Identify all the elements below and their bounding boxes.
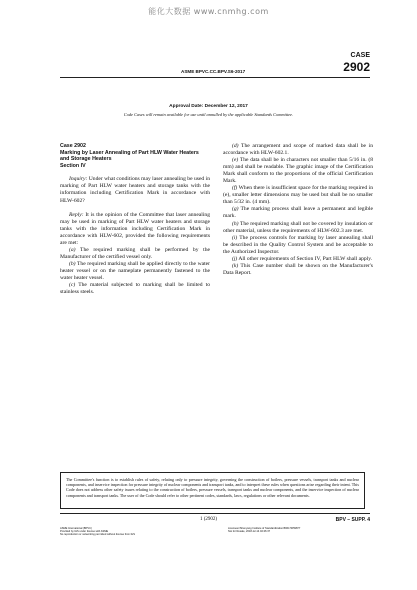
item-text: When there is insufficient space for the marking required in (e), smaller letter dimensions may be used but shall be no smaller than 5/32 in. (4 mm).: [223, 185, 373, 206]
item-text: The data shall be in characters not smaller than 5/16 in. (8 mm) and shall be readable. The graphic image of the Certification Mark shall conform to the proportions of the official Certification Mark.: [223, 157, 373, 185]
item-text: The arrangement and scope of marked data shall be in accordance with HLW-602.1.: [223, 143, 373, 157]
committee-footnote-box: The Committee's function is to establish rules of safety, relating only to pressure integrity, governing the construction of boilers, pressure vessels, transport tanks and nuclear components, and inservice inspection for pressure integrity of nuclear components and transport tanks, and to interpret these rules when questions arise regarding their intent. This Code does not address other safety issues relating to the construction of boilers, pressure vessels, transport tanks and nuclear components, and the inservice inspection of nuclear components and transport tanks. The user of the Code should refer to other pertinent codes, standards, laws, regulations or other relevant documents.: [60, 472, 365, 509]
code-case-note: Code Cases will remain available for use until annulled by the applicable Standards Committee.: [123, 112, 294, 117]
legal-line: Not for Resale, 2018-12-14 02:26:37: [228, 530, 271, 534]
case-title-block: [60, 143, 210, 169]
inquiry-label: Inquiry:: [69, 176, 88, 183]
legal-line: No reproduction or networking permitted without license from IHS: [60, 533, 135, 537]
case-title-line: Marking by Laser Annealing of Part HLW Water Heaters: [60, 149, 199, 156]
list-item: [223, 235, 373, 256]
list-item: [223, 206, 373, 220]
legal-notice-left: [60, 527, 135, 537]
legal-line: Provided by IHS under license with ASME: [60, 530, 109, 534]
item-label: (k): [232, 262, 239, 269]
header-divider: [60, 77, 370, 78]
item-text: The marking process shall leave a permanent and legible mark.: [223, 206, 373, 220]
legal-line: ASME International (BPVC): [60, 527, 92, 530]
item-text: This Case number shall be shown on the Manufacturer's Data Report.: [223, 262, 373, 276]
footer-divider: [60, 513, 370, 514]
legal-line: Licensee=Shenyang Institute of Standardization/5964 5059877: [228, 527, 301, 530]
item-text: The material subjected to marking shall be limited to stainless steels.: [60, 282, 210, 296]
header-code-line: ASME BPVC.CC.BPV.S6-2017: [181, 69, 246, 74]
item-label: (a): [69, 246, 76, 253]
left-column: [60, 143, 210, 296]
list-item: [223, 256, 373, 263]
item-label: (g): [232, 206, 239, 213]
item-text: The required marking shall be applied directly to the water heater vessel or on the nameplate permanently fastened to the water heater vessel.: [60, 260, 210, 281]
case-label: CASE: [350, 52, 370, 59]
list-item: [223, 221, 373, 235]
inquiry-text: Under what conditions may laser annealing be used in marking of Part HLW water heaters and storage tanks with the information including Certification Mark in accordance with HLW-602?: [60, 176, 210, 204]
list-item: [223, 143, 373, 157]
list-item: [60, 261, 210, 282]
right-column: [223, 143, 373, 277]
reply-text: It is the opinion of the Committee that laser annealing may be used in marking of Part HLW water heaters and storage tanks with the information including Certification Mark in accordance with HLW-602, provided the following requirements are met:: [60, 211, 210, 246]
page-number: 1 (2902): [199, 517, 218, 522]
item-label: (c): [69, 282, 76, 289]
item-text: The required marking shall not be covered by insulation or other material, unless the requirements of HLW-602.3 are met.: [223, 220, 373, 234]
list-item: [223, 185, 373, 206]
list-item: [223, 263, 373, 277]
supplement-label: BPV – SUPP. 4: [335, 517, 370, 523]
reply-paragraph: [60, 212, 210, 247]
item-label: (i): [232, 234, 238, 241]
item-label: (f): [232, 185, 238, 192]
list-item: [60, 282, 210, 296]
item-label: (h): [232, 220, 239, 227]
item-label: (j): [232, 255, 238, 262]
case-number: 2902: [343, 60, 370, 74]
list-item: [60, 247, 210, 261]
case-title-line: and Storage Heaters: [60, 156, 112, 163]
case-title-section: Section IV: [60, 162, 86, 169]
reply-label: Reply:: [69, 211, 84, 218]
legal-notice-right: [228, 527, 300, 533]
inquiry-paragraph: [60, 176, 210, 204]
item-label: (d): [232, 143, 239, 149]
item-text: The process controls for marking by laser annealing shall be described in the Quality Control System and be acceptable to the Authorized Inspector.: [223, 234, 373, 255]
list-item: [223, 157, 373, 185]
item-text: All other requirements of Section IV, Part HLW shall apply.: [237, 255, 373, 262]
item-label: (b): [69, 260, 76, 267]
item-label: (e): [232, 157, 239, 164]
watermark-text: 能化大数据 www.cnmhg.com: [148, 7, 269, 16]
approval-date: Approval Date: December 12, 2017: [169, 104, 248, 109]
case-title-number: Case 2902: [60, 143, 86, 149]
item-text: The required marking shall be performed by the Manufacturer of the certified vessel only.: [60, 246, 210, 260]
